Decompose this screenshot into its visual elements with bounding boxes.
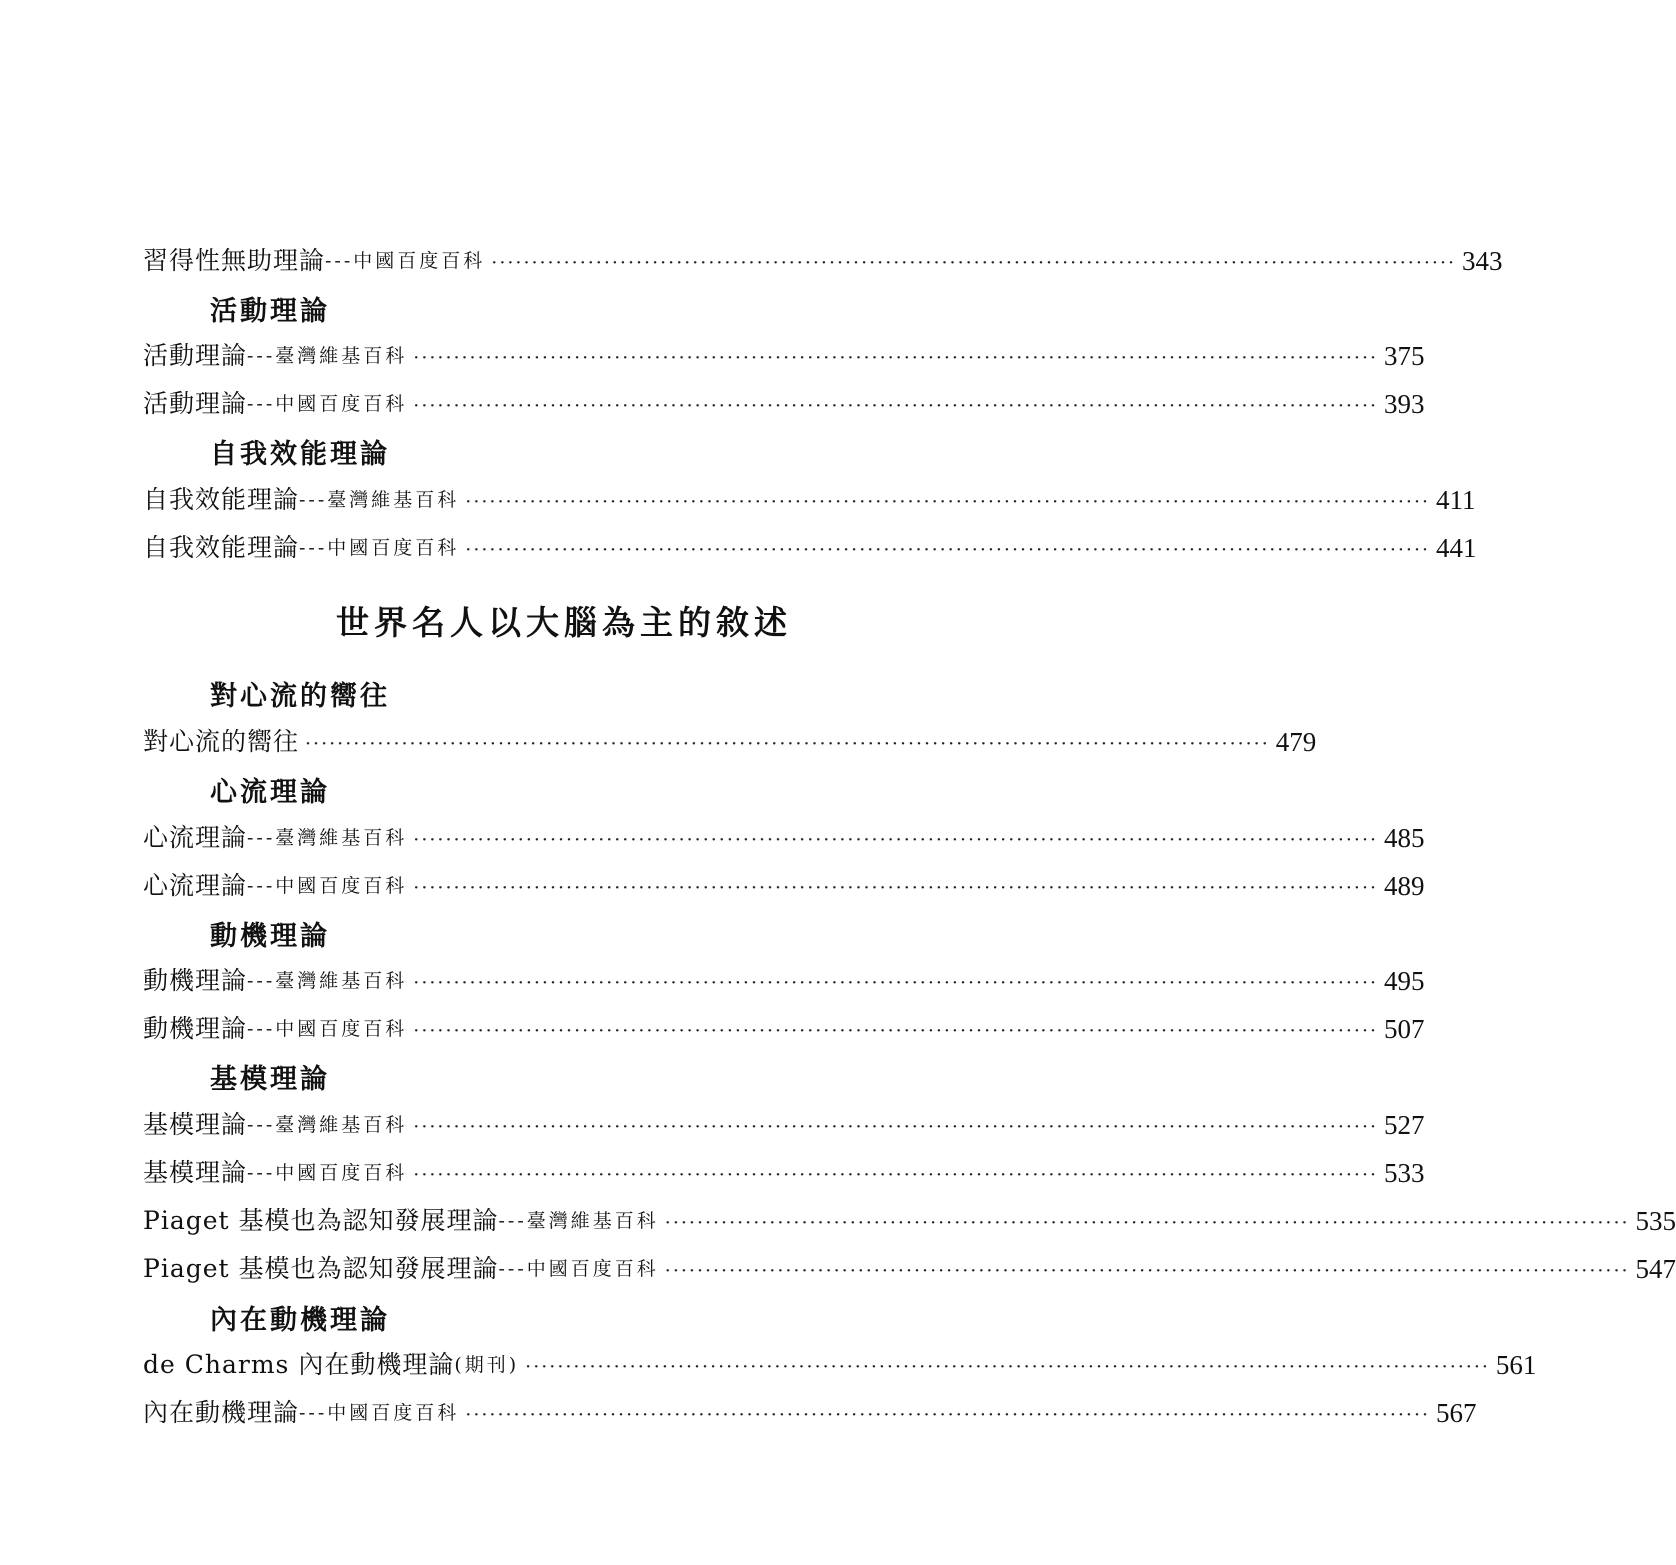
toc-leader-dots: ························································································································ bbox=[664, 1260, 1630, 1282]
toc-page-number: 527 bbox=[1384, 1110, 1425, 1140]
toc-leader-dots: ························································································································ bbox=[465, 1404, 1431, 1426]
toc-entry-source: ---臺灣維基百科 bbox=[299, 489, 460, 511]
toc-entry bbox=[143, 1246, 1676, 1284]
toc-entry-source: ---中國百度百科 bbox=[247, 875, 408, 897]
toc-entry-title: 對心流的嚮往 bbox=[143, 727, 300, 756]
toc-leader-dots: ························································································································ bbox=[413, 877, 1379, 899]
toc-entry-title: 心流理論 bbox=[143, 871, 248, 900]
toc-section-heading: 自我效能理論 bbox=[210, 439, 390, 470]
toc-entry bbox=[143, 1006, 1425, 1044]
toc-entry-title: Piaget 基模也為認知發展理論 bbox=[143, 1254, 499, 1283]
toc-entry-source: ---臺灣維基百科 bbox=[247, 345, 408, 367]
toc-entry-source: ---中國百度百科 bbox=[299, 1402, 460, 1424]
toc-entry bbox=[143, 238, 1503, 276]
toc-leader-dots: ························································································································ bbox=[413, 972, 1379, 994]
toc-entry-source: ---臺灣維基百科 bbox=[247, 970, 408, 992]
toc-page-number: 495 bbox=[1384, 966, 1425, 996]
toc-section-heading: 基模理論 bbox=[210, 1064, 330, 1095]
toc-entry bbox=[143, 719, 1317, 757]
toc-entry bbox=[143, 1342, 1537, 1380]
toc-entry-title: 自我效能理論 bbox=[143, 533, 300, 562]
toc-entry bbox=[143, 1102, 1425, 1140]
toc-page-number: 535 bbox=[1635, 1206, 1676, 1236]
toc-entry-title: 基模理論 bbox=[143, 1158, 248, 1187]
toc-leader-dots: ························································································································ bbox=[413, 395, 1379, 417]
toc-entry-title: 自我效能理論 bbox=[143, 485, 300, 514]
toc-section-heading: 動機理論 bbox=[210, 921, 330, 952]
toc-entry bbox=[143, 477, 1476, 515]
toc-entry bbox=[143, 958, 1425, 996]
toc-entry-title: 基模理論 bbox=[143, 1110, 248, 1139]
toc-leader-dots: ························································································································ bbox=[413, 829, 1379, 851]
toc-page-number: 479 bbox=[1275, 727, 1317, 757]
toc-section-heading: 活動理論 bbox=[210, 296, 330, 327]
toc-entry bbox=[143, 1150, 1425, 1188]
toc-entry-source: ---臺灣維基百科 bbox=[498, 1210, 659, 1232]
toc-section-heading: 內在動機理論 bbox=[210, 1305, 390, 1336]
toc-entry-title: 內在動機理論 bbox=[143, 1398, 300, 1427]
toc-entry-source: ---中國百度百科 bbox=[325, 250, 486, 272]
toc-page-number: 489 bbox=[1384, 871, 1425, 901]
toc-page-number: 561 bbox=[1495, 1350, 1537, 1380]
toc-entry-title: Piaget 基模也為認知發展理論 bbox=[143, 1206, 499, 1235]
toc-entry bbox=[143, 525, 1477, 563]
toc-entry-title: 活動理論 bbox=[143, 341, 248, 370]
toc-entry-source: ---中國百度百科 bbox=[247, 1018, 408, 1040]
toc-leader-dots: ························································································································ bbox=[413, 1116, 1379, 1138]
toc-entry bbox=[143, 863, 1425, 901]
toc-entry-title: 動機理論 bbox=[143, 1014, 248, 1043]
toc-entry-source: ---中國百度百科 bbox=[247, 393, 408, 415]
toc-leader-dots: ························································································································ bbox=[465, 539, 1431, 561]
toc-leader-dots: ························································································································ bbox=[664, 1212, 1630, 1234]
toc-entry-source: ---中國百度百科 bbox=[498, 1258, 659, 1280]
toc-entry-title: de Charms 內在動機理論 bbox=[143, 1350, 455, 1379]
toc-entry-title: 習得性無助理論 bbox=[143, 246, 326, 275]
toc-entry bbox=[143, 815, 1425, 853]
toc-entry-source: ---中國百度百科 bbox=[299, 537, 460, 559]
toc-page-number: 533 bbox=[1384, 1158, 1425, 1188]
toc-leader-dots: ························································································································ bbox=[525, 1356, 1490, 1378]
toc-entry bbox=[143, 333, 1425, 371]
toc-leader-dots: ························································································································ bbox=[491, 252, 1457, 274]
toc-page-number: 567 bbox=[1436, 1398, 1477, 1428]
toc-entry-source: ---臺灣維基百科 bbox=[247, 1114, 408, 1136]
toc-entry-source: ---中國百度百科 bbox=[247, 1162, 408, 1184]
toc-entry-title: 活動理論 bbox=[143, 389, 248, 418]
toc-leader-dots: ························································································································ bbox=[413, 347, 1379, 369]
toc-leader-dots: ························································································································ bbox=[413, 1164, 1379, 1186]
toc-section-heading: 心流理論 bbox=[210, 777, 330, 808]
toc-page-number: 343 bbox=[1462, 246, 1503, 276]
toc-entry-source: (期刊) bbox=[454, 1354, 520, 1376]
toc-entry bbox=[143, 1198, 1676, 1236]
toc-page-number: 441 bbox=[1436, 533, 1477, 563]
toc-page-number: 411 bbox=[1436, 485, 1476, 515]
toc-entry-title: 動機理論 bbox=[143, 966, 248, 995]
toc-leader-dots: ························································································································ bbox=[465, 491, 1431, 513]
toc-page-number: 547 bbox=[1635, 1254, 1676, 1284]
toc-page-number: 393 bbox=[1384, 389, 1425, 419]
toc-page-number: 375 bbox=[1384, 341, 1425, 371]
toc-section-heading: 對心流的嚮往 bbox=[210, 681, 390, 712]
toc-leader-dots: ························································································································ bbox=[305, 733, 1270, 755]
toc-entry bbox=[143, 381, 1425, 419]
toc-page-number: 507 bbox=[1384, 1014, 1425, 1044]
toc-page-number: 485 bbox=[1384, 823, 1425, 853]
toc-entry-source: ---臺灣維基百科 bbox=[247, 827, 408, 849]
toc-entry bbox=[143, 1390, 1477, 1428]
toc-part-heading: 世界名人以大腦為主的敘述 bbox=[336, 603, 792, 642]
toc-entry-title: 心流理論 bbox=[143, 823, 248, 852]
toc-leader-dots: ························································································································ bbox=[413, 1020, 1379, 1042]
